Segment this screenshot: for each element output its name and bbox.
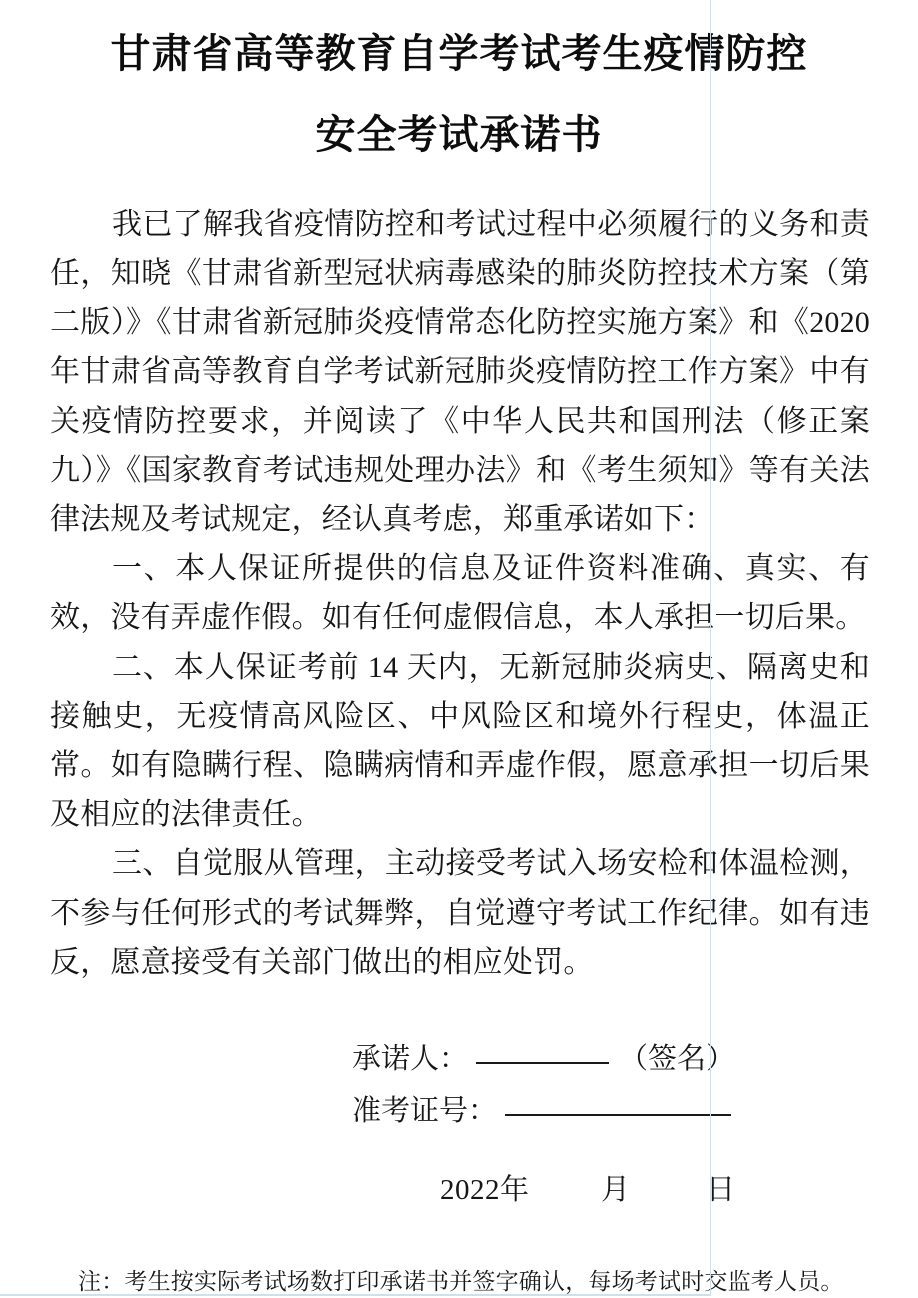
date-day-unit: 日: [706, 1174, 736, 1207]
date-row: [0, 1170, 918, 1210]
date-year-value[interactable]: 2022: [440, 1174, 500, 1207]
document-title-line-2: 安全考试承诺书: [315, 111, 603, 157]
paragraph-clause-one: 一、本人保证所提供的信息及证件资料准确、真实、有效，没有弄虚作假。如有任何虚假信息，本人承担一切后果。: [50, 552, 870, 635]
promisor-signature-field[interactable]: [476, 1061, 609, 1064]
signature-block: [0, 1033, 918, 1137]
paragraph-clause-two: 二、本人保证考前 14 天内，无新冠肺炎病史、隔离史和接触史，无疫情高风险区、中风险区和境外行程史，体温正常。如有隐瞒行程、隐瞒病情和弄虚作假，愿意承担一切后果及相应的法律责任。: [50, 650, 870, 832]
promisor-row: [352, 1033, 918, 1085]
date-month-unit: 月: [601, 1174, 631, 1207]
document-body: [0, 200, 918, 987]
paragraph-preamble: 我已了解我省疫情防控和考试过程中必须履行的义务和责任，知晓《甘肃省新型冠状病毒感染的肺炎防控技术方案（第二版）》《甘肃省新冠肺炎疫情常态化防控实施方案》和《2020 年甘肃省高等教育自学考试新冠肺炎疫情防控工作方案》中有关疫情防控要求，并阅读了《中华人民共和国刑法（修正案九）》《国家教育考试违规处理办法》和《考生须知》等有关法律法规及考试规定，经认真考虑，郑重承诺如下：: [50, 207, 870, 537]
ticket-number-row: [352, 1085, 918, 1137]
footnote: 注：考生按实际考试场数打印承诺书并签字确认，每场考试时交监考人员。: [78, 1269, 844, 1295]
date-year-unit: 年: [500, 1174, 530, 1207]
promisor-signature-hint: （签名）: [619, 1043, 736, 1076]
ticket-number-label: 准考证号：: [352, 1095, 498, 1128]
paragraph-clause-three: 三、自觉服从管理，主动接受考试入场安检和体温检测，不参与任何形式的考试舞弊，自觉遵守考试工作纪律。如有违反，愿意接受有关部门做出的相应处罚。: [50, 847, 870, 979]
promisor-label: 承诺人：: [352, 1043, 469, 1076]
ticket-number-field[interactable]: [505, 1113, 731, 1116]
document-title-line-1: 甘肃省高等教育自学考试考生疫情防控: [110, 31, 808, 76]
